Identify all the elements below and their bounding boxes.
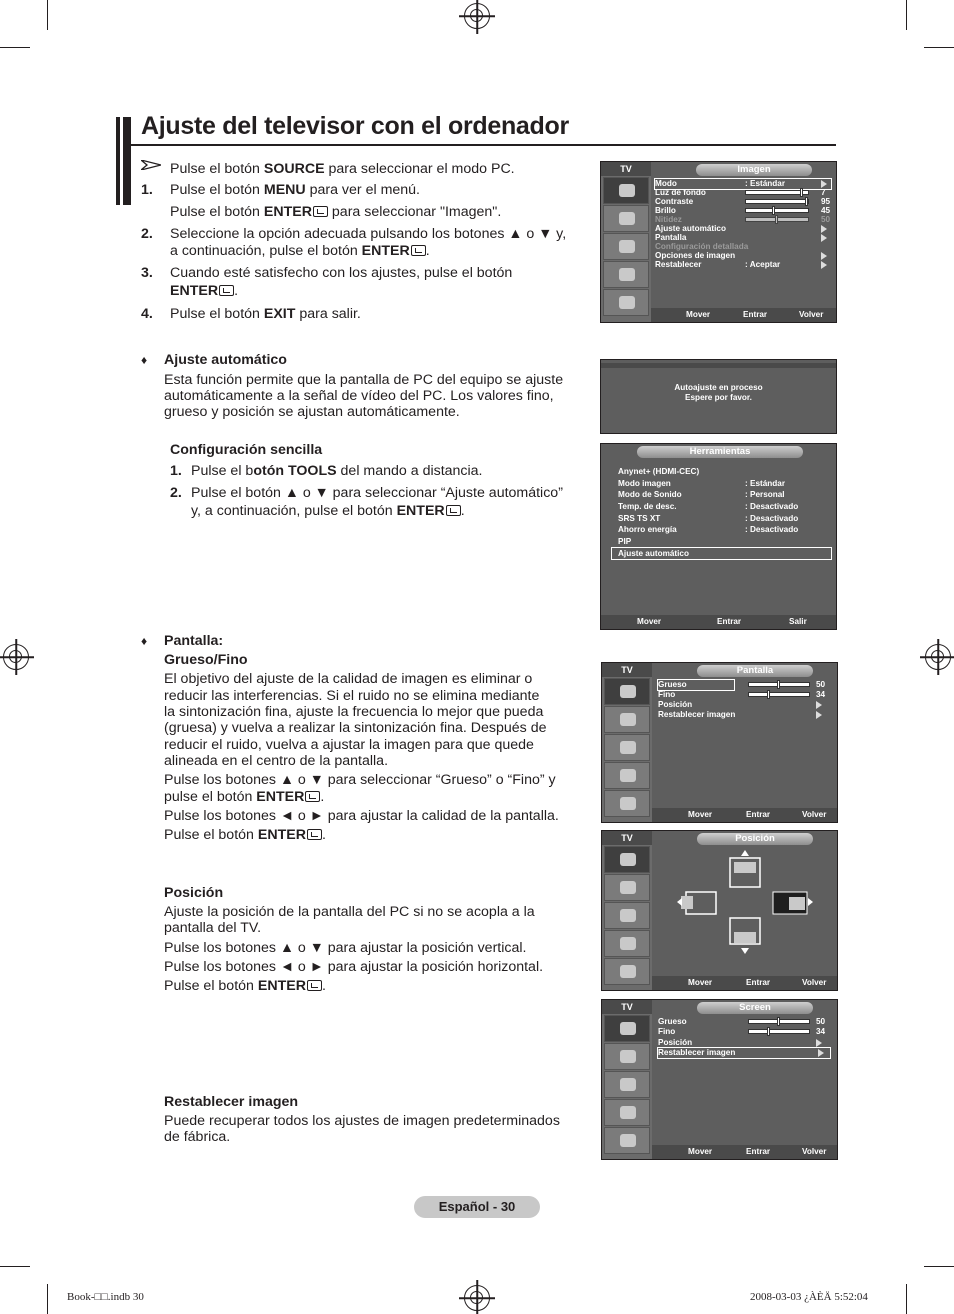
step-2-line2: a continuación, pulse el botón ENTER . <box>170 243 430 259</box>
setup-icon[interactable] <box>603 261 649 288</box>
arrow-right-icon <box>816 701 822 709</box>
osd-title: Imagen <box>696 164 812 176</box>
crop-mark <box>906 0 907 30</box>
step-1b: Pulse el botón ENTER para seleccionar "Imagen". <box>170 204 502 220</box>
tools-row[interactable]: Modo imagen : Estándar <box>618 479 786 488</box>
osd-title: Herramientas <box>637 446 803 458</box>
input-icon[interactable] <box>604 1127 650 1154</box>
osd-autoajuste-dialog <box>600 359 837 434</box>
exit-hint: Salir <box>789 617 807 626</box>
osd-sidebar <box>602 845 652 990</box>
slider-thumb[interactable] <box>775 215 778 224</box>
channel-icon[interactable] <box>604 1071 650 1098</box>
osd-posicion-menu <box>601 830 838 991</box>
osd-row[interactable]: Pantalla <box>655 233 687 242</box>
enter-hint: Entrar <box>746 1147 771 1156</box>
enter-hint: Entrar <box>746 978 771 987</box>
tv-label: TV <box>602 663 652 677</box>
channel-icon[interactable] <box>603 233 649 260</box>
step-number: 3. <box>141 265 153 281</box>
input-icon[interactable] <box>604 790 650 817</box>
slider-thumb[interactable] <box>772 206 775 215</box>
tv-label: TV <box>602 831 652 845</box>
osd-row[interactable]: Restablecer imagen <box>658 710 736 719</box>
paragraph-line: Pulse los botones ▲ o ▼ para seleccionar “Grueso” o “Fino” y <box>164 772 556 788</box>
tools-row[interactable]: Modo de Sonido : Personal <box>618 490 785 499</box>
arrow-right-icon <box>816 711 822 719</box>
channel-icon[interactable] <box>604 902 650 929</box>
move-hint: Mover <box>637 617 662 626</box>
step-number: 1. <box>170 463 182 479</box>
paragraph-line: grueso y posición se ajustan automáticamente. <box>164 404 460 420</box>
bullet: ♦ <box>141 634 148 648</box>
paragraph-line: Pulse los botones ◄ o ► para ajustar la posición horizontal. <box>164 959 544 975</box>
step-number: 1. <box>141 182 153 198</box>
step-4: Pulse el botón EXIT para salir. <box>170 306 361 322</box>
title-rule <box>131 144 836 146</box>
osd-row[interactable]: Modo : Estándar <box>655 179 831 189</box>
slider-track[interactable] <box>748 692 810 697</box>
osd-title: Posición <box>697 833 813 845</box>
picture-icon[interactable] <box>604 1015 650 1042</box>
crop-mark <box>0 47 30 48</box>
print-slug-left: Book-□□.indb 30 <box>67 1291 144 1303</box>
slider-thumb[interactable] <box>777 680 780 689</box>
input-icon[interactable] <box>604 958 650 985</box>
slider-value: 50 <box>816 680 826 689</box>
osd-sidebar <box>602 677 652 822</box>
osd-row[interactable]: Brillo 45 <box>655 206 831 215</box>
osd-row[interactable]: Ajuste automático <box>655 224 726 233</box>
arrow-right-icon <box>821 225 827 233</box>
osd-menu-list <box>658 680 834 740</box>
step-number: 4. <box>141 306 153 322</box>
move-hint: Mover <box>688 978 713 987</box>
arrow-down-icon <box>741 948 749 954</box>
paragraph-line: El objetivo del ajuste de la calidad de imagen es eliminar o <box>164 671 533 687</box>
paragraph-line: alineada en el centro de la pantalla. <box>164 753 389 769</box>
move-hint: Mover <box>686 310 711 319</box>
osd-row[interactable]: Configuración detallada <box>655 242 749 251</box>
picture-icon[interactable] <box>604 678 650 705</box>
section-heading: Pantalla: <box>164 633 224 649</box>
setup-icon[interactable] <box>604 1099 650 1126</box>
sound-icon[interactable] <box>603 205 649 232</box>
crop-mark <box>924 47 954 48</box>
osd-row[interactable]: Luz de fondo 7 <box>655 188 826 197</box>
page-number: Español - 30 <box>414 1196 540 1218</box>
tv-label: TV <box>602 1000 652 1014</box>
paragraph-line: Puede recuperar todos los ajustes de imagen predeterminados <box>164 1113 560 1129</box>
move-hint: Mover <box>688 810 713 819</box>
osd-pantalla-menu <box>601 662 838 823</box>
position-diagram <box>653 847 838 975</box>
print-slug-right: 2008-03-03 ¿ÀÈÄ 5:52:04 <box>750 1291 868 1303</box>
osd-row[interactable]: Contraste 95 <box>655 197 831 206</box>
bullet: ♦ <box>141 353 148 367</box>
enter-icon <box>307 829 322 840</box>
osd-row[interactable]: Opciones de imagen <box>655 251 736 260</box>
osd-row[interactable]: Fino <box>658 1027 676 1036</box>
osd-footer <box>652 976 837 990</box>
back-hint: Volver <box>802 978 827 987</box>
slider-track[interactable] <box>748 682 810 687</box>
paragraph-line: de fábrica. <box>164 1129 231 1145</box>
back-hint: Volver <box>799 310 824 319</box>
slider-track[interactable] <box>745 190 809 195</box>
enter-icon <box>446 505 461 516</box>
registration-mark-icon <box>464 1285 490 1311</box>
step-3-line1: Cuando esté satisfecho con los ajustes, pulse el botón <box>170 265 513 281</box>
slider-thumb[interactable] <box>767 1027 770 1036</box>
slider-value: 50 <box>816 1017 826 1026</box>
channel-icon[interactable] <box>604 734 650 761</box>
enter-hint: Entrar <box>743 310 768 319</box>
slider-thumb[interactable] <box>767 690 770 699</box>
slider-track[interactable] <box>748 1029 810 1034</box>
enter-icon <box>411 245 426 256</box>
paragraph-line: pantalla del TV. <box>164 920 262 936</box>
enter-icon <box>219 285 234 296</box>
step-note: Pulse el botón SOURCE para seleccionar el modo PC. <box>170 161 515 177</box>
subheading: Configuración sencilla <box>170 442 323 458</box>
osd-title: Pantalla <box>697 665 813 677</box>
slider-value: 34 <box>816 1027 826 1036</box>
arrow-right-icon <box>821 261 827 269</box>
slider-value: 34 <box>816 690 826 699</box>
back-hint: Volver <box>802 810 827 819</box>
osd-menu-list <box>658 1017 834 1077</box>
tools-row-selected[interactable]: Ajuste automático <box>612 548 831 559</box>
note-arrow-icon <box>141 160 161 170</box>
osd-row[interactable]: Grueso <box>658 680 734 690</box>
slider-track[interactable] <box>745 199 809 204</box>
tools-row[interactable]: Temp. de desc. : Desactivado <box>618 502 799 511</box>
picture-icon[interactable] <box>604 846 650 873</box>
input-icon[interactable] <box>603 289 649 316</box>
paragraph-line: Esta función permite que la pantalla de PC del equipo se ajuste <box>164 372 564 388</box>
paragraph-line: Pulse el botón ENTER . <box>164 827 326 843</box>
paragraph-line: Pulse el botón ENTER . <box>164 978 326 994</box>
osd-title: Screen <box>697 1002 813 1014</box>
registration-mark-icon <box>3 644 29 670</box>
title-accent-bar <box>116 117 131 205</box>
osd-sidebar <box>601 176 651 322</box>
sound-icon[interactable] <box>604 1043 650 1070</box>
subheading: Posición <box>164 885 224 901</box>
arrow-left-icon <box>677 898 682 906</box>
config-step-2-line1: Pulse el botón ▲ o ▼ para seleccionar “Ajuste automático” <box>191 485 563 501</box>
subheading: Grueso/Fino <box>164 652 248 668</box>
osd-row[interactable]: Fino <box>658 690 676 699</box>
arrow-right-icon <box>818 1049 824 1057</box>
setup-icon[interactable] <box>604 762 650 789</box>
osd-row[interactable]: Nitidez 50 <box>655 215 831 224</box>
tv-label: TV <box>601 162 651 176</box>
crop-mark <box>0 1266 30 1267</box>
osd-row[interactable]: Grueso <box>658 1017 687 1026</box>
osd-footer <box>652 808 837 822</box>
osd-row[interactable]: Restablecer : Aceptar <box>655 260 781 269</box>
arrow-right-icon <box>816 1039 822 1047</box>
slider-track[interactable] <box>748 1019 810 1024</box>
paragraph-line: automáticamente a la señal de vídeo del PC. Los valores fino, <box>164 388 554 404</box>
picture-icon[interactable] <box>603 177 649 204</box>
arrow-right-icon <box>821 252 827 260</box>
back-hint: Volver <box>802 1147 827 1156</box>
config-step-2-line2: y, a continuación, pulse el botón ENTER . <box>191 503 465 519</box>
sound-icon[interactable] <box>604 706 650 733</box>
paragraph-line: la sintonización fina, ajuste la frecuencia lo mejor que pueda <box>164 704 544 720</box>
enter-hint: Entrar <box>746 810 771 819</box>
crop-mark <box>924 1266 954 1267</box>
osd-row[interactable]: Posición <box>658 1038 693 1047</box>
tools-row[interactable]: Anynet+ (HDMI-CEC) <box>618 467 700 476</box>
paragraph-line: (gruesa) y vuelva a realizar la sintonización fina. Después de <box>164 720 547 736</box>
slider-track[interactable] <box>745 217 809 222</box>
move-hint: Mover <box>688 1147 713 1156</box>
enter-icon <box>305 791 320 802</box>
step-1: Pulse el botón MENU para ver el menú. <box>170 182 421 198</box>
osd-row[interactable]: Posición <box>658 700 693 709</box>
crop-mark <box>47 1284 48 1314</box>
config-step-1: Pulse el botón TOOLS del mando a distancia. <box>191 463 483 479</box>
section-heading: Ajuste automático <box>164 352 287 368</box>
osd-imagen-menu <box>600 161 837 323</box>
slider-thumb[interactable] <box>800 188 803 197</box>
enter-icon <box>313 206 328 217</box>
tools-row[interactable]: SRS TS XT : Desactivado <box>618 514 799 523</box>
tools-row[interactable]: PIP <box>618 537 632 546</box>
paragraph-line: reducir el ruido, vuelva a ajustar la imagen para que quede <box>164 737 534 753</box>
crop-mark <box>906 1284 907 1314</box>
osd-sidebar <box>602 1014 652 1159</box>
arrow-right-icon <box>808 898 813 906</box>
page-title: Ajuste del televisor con el ordenador <box>141 112 569 140</box>
enter-icon <box>307 980 322 991</box>
step-number: 2. <box>170 485 182 501</box>
step-3-line2: ENTER . <box>170 283 239 299</box>
arrow-right-icon <box>821 180 827 188</box>
progress-message: Autoajuste en proceso <box>674 383 763 392</box>
osd-screen-menu <box>601 999 838 1160</box>
slider-thumb[interactable] <box>777 1017 780 1026</box>
osd-footer <box>652 1145 837 1159</box>
osd-footer <box>651 308 836 322</box>
paragraph-line: pulse el botón ENTER . <box>164 789 325 805</box>
paragraph-line: Pulse los botones ▲ o ▼ para ajustar la posición vertical. <box>164 940 527 956</box>
paragraph-line: Ajuste la posición de la pantalla del PC si no se acopla a la <box>164 904 535 920</box>
crop-mark <box>47 0 48 30</box>
sound-icon[interactable] <box>604 874 650 901</box>
wait-message: Espere por favor. <box>685 393 752 402</box>
osd-herramientas-menu <box>600 443 837 630</box>
registration-mark-icon <box>925 644 951 670</box>
arrow-right-icon <box>821 234 827 242</box>
enter-hint: Entrar <box>717 617 742 626</box>
paragraph-line: Pulse los botones ◄ o ► para ajustar la calidad de la pantalla. <box>164 808 559 824</box>
setup-icon[interactable] <box>604 930 650 957</box>
osd-row[interactable]: Restablecer imagen <box>658 1048 830 1058</box>
slider-thumb[interactable] <box>805 197 808 206</box>
tools-row[interactable]: Ahorro energía : Desactivado <box>618 525 799 534</box>
paragraph-line: reducir las interferencias. Si el ruido no se elimina mediante <box>164 688 540 704</box>
slider-track[interactable] <box>745 208 809 213</box>
osd-menu-list <box>655 179 833 279</box>
registration-mark-icon <box>464 3 490 29</box>
step-number: 2. <box>141 226 153 242</box>
subheading: Restablecer imagen <box>164 1094 299 1110</box>
step-2-line1: Seleccione la opción adecuada pulsando los botones ▲ o ▼ y, <box>170 226 567 242</box>
arrow-up-icon <box>741 850 749 856</box>
